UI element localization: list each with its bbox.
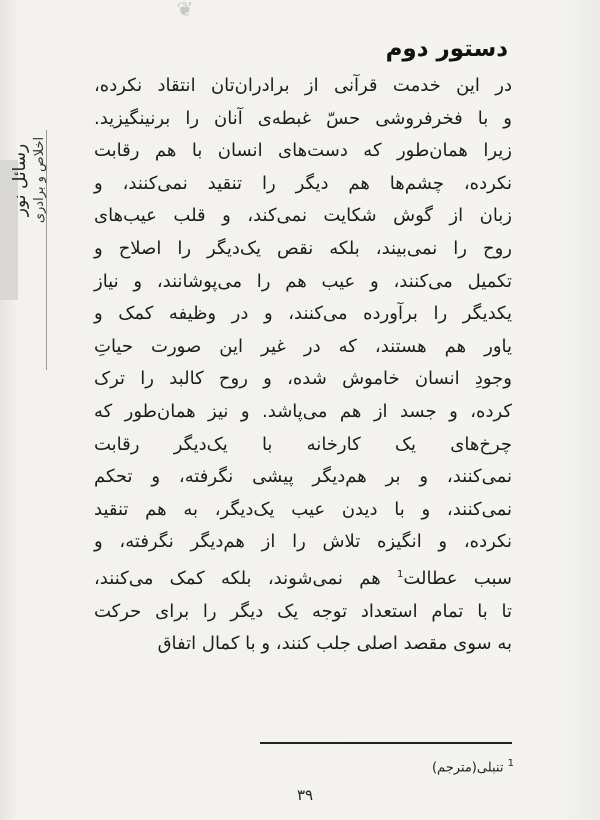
body-text	[94, 70, 512, 661]
text-line: به سوی مقصد اصلی جلب کنند، و با کمال اتفاق	[157, 633, 512, 655]
running-subtitle: اخلاص و برادری	[32, 136, 47, 224]
text-line: زبان از گوش شکایت نمی‌کند، و قلب عیب‌های	[94, 205, 512, 227]
footnote-text: تنبلی(مترجم)	[431, 760, 504, 776]
footnote-marker: 1	[507, 758, 514, 769]
text-line-with-footnote	[94, 559, 512, 596]
page-number: ۳۹	[296, 786, 314, 804]
text-line: نکرده، چشم‌ها هم دیگر را تنقید نمی‌کنند، و	[94, 172, 512, 194]
text-line: نمی‌کنند، و با دیدن عیب یک‌دیگر، به هم تنقید	[94, 498, 512, 520]
section-heading: دستور دوم	[385, 36, 508, 62]
footnote-reference: 1	[396, 568, 404, 580]
text-fragment: هم نمی‌شوند، بلکه کمک می‌کنند،	[94, 567, 397, 589]
text-line: یاور هم هستند، که در غیر این صورت حیاتِ	[94, 335, 512, 357]
text-line: چرخ‌های یک کارخانه با یک‌دیگر رقابت	[94, 433, 512, 455]
ornament-icon: ❦	[176, 0, 194, 21]
text-line: نکرده، و انگیزه تلاش را از هم‌دیگر نگرفته، و	[94, 531, 512, 553]
footnote-divider	[260, 742, 512, 744]
text-line: زیرا همان‌طور که دست‌های انسان با هم رقابت	[94, 140, 512, 162]
running-title: رسائل نور	[10, 143, 30, 217]
text-line: تکمیل می‌کنند، و عیب هم را می‌پوشانند، و نیاز	[94, 270, 512, 292]
text-line: در این خدمت قرآنی از برادران‌تان انتقاد نکرده،	[94, 75, 512, 96]
footnote	[432, 758, 514, 775]
text-line: یکدیگر را برآورده می‌کنند، و در وظیفه کمک و	[94, 303, 512, 325]
text-fragment: سبب عطالت	[403, 567, 512, 589]
text-line: و با فخرفروشی حسّ غبطه‌ی آنان را برنینگیزید.	[94, 107, 512, 129]
text-line: نمی‌کنند، و بر هم‌دیگر پیشی نگرفته، و تحکم	[94, 466, 512, 488]
text-line: روح را نمی‌بیند، بلکه نقص یک‌دیگر را اصلاح و	[94, 237, 512, 259]
text-line: تا با تمام استعداد توجه یک دیگر را برای حرکت	[94, 600, 512, 622]
text-line: وجودِ انسان خاموش شده، و روح کالبد را ترک	[94, 368, 512, 390]
text-line: کرده، و جسد از هم می‌پاشد. و نیز همان‌طور که	[94, 400, 512, 422]
